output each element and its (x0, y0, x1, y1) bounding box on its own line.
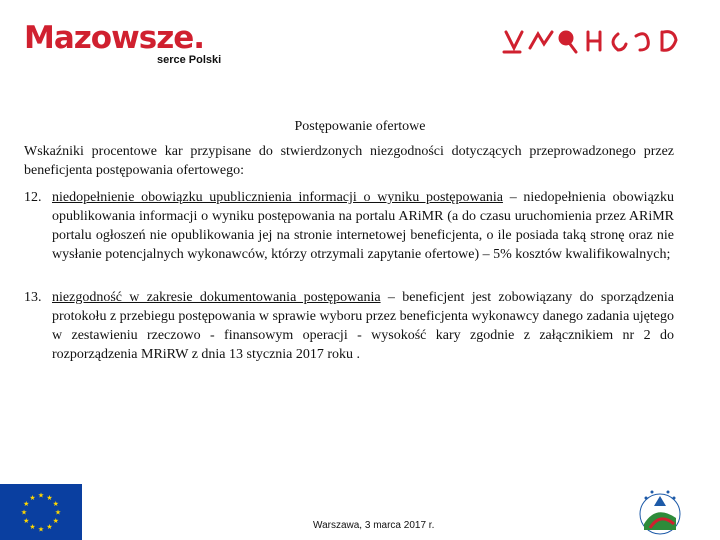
item-heading: niezgodność w zakresie dokumentowania postępowania (52, 290, 381, 305)
eu-star-icon: ★ (52, 500, 59, 508)
mazovia-symbols-icon (500, 22, 700, 58)
logo-subtitle: serce Polski (157, 54, 222, 66)
item-text: – niedopełnienia obowiązku opublikowania informacji o wyniku postępowania na portalu ARiMR (a do czasu uruchomienia przez ARiMR portalu ogłoszeń nie opublikowania jej na stronie internetowej beneficjenta, o ile posiada taką stronę oraz nie wysłanie potencjalnych wykonawców, którzy otrzymali zapytanie ofertowe) – 5% kosztów kwalifikowalnych; (52, 190, 674, 262)
item-text: – beneficjent jest zobowiązany do sporządzenia protokołu z przebiegu postępowania w sprawie wyboru przez beneficjenta wykonawcy danego zadania ujętego w zestawieniu rzeczowo - finansowym operacji - wysokość kary zgodnie z załącznikiem nr 2 do rozporządzenia MRiRW z dnia 13 stycznia 2017 roku . (52, 290, 674, 362)
eu-star-icon: ★ (37, 491, 45, 500)
mazowsze-logo (24, 20, 244, 70)
item-body (52, 188, 674, 264)
eu-star-icon: ★ (52, 517, 59, 525)
eu-star-icon: ★ (46, 523, 53, 532)
eu-star-icon: ★ (20, 508, 28, 517)
item-number: 13. (24, 290, 42, 305)
eu-flag-icon (0, 484, 82, 540)
item-heading: niedopełnienie obowiązku upublicznienia informacji o wyniku postępowania (52, 190, 503, 205)
eu-star-icon: ★ (23, 500, 30, 508)
logo-wordmark: Mazowsze. (24, 20, 205, 56)
page-title: Postępowanie ofertowe (294, 119, 426, 134)
eu-star-icon: ★ (29, 493, 36, 502)
list-item (24, 288, 674, 364)
eu-star-icon: ★ (54, 508, 62, 517)
item-number: 12. (24, 190, 42, 205)
rural-development-program-icon (636, 484, 716, 540)
item-body (52, 288, 674, 364)
eu-star-icon: ★ (37, 525, 45, 534)
footer-date: Warszawa, 3 marca 2017 r. (313, 520, 435, 531)
eu-star-icon: ★ (29, 523, 36, 532)
intro-paragraph: Wskaźniki procentowe kar przypisane do stwierdzonych niezgodności dotyczących przeprowadzonego przez beneficjenta postępowania ofertowego: (24, 144, 674, 178)
eu-star-icon: ★ (46, 493, 53, 502)
eu-star-icon: ★ (23, 517, 30, 525)
list-item (24, 188, 674, 264)
